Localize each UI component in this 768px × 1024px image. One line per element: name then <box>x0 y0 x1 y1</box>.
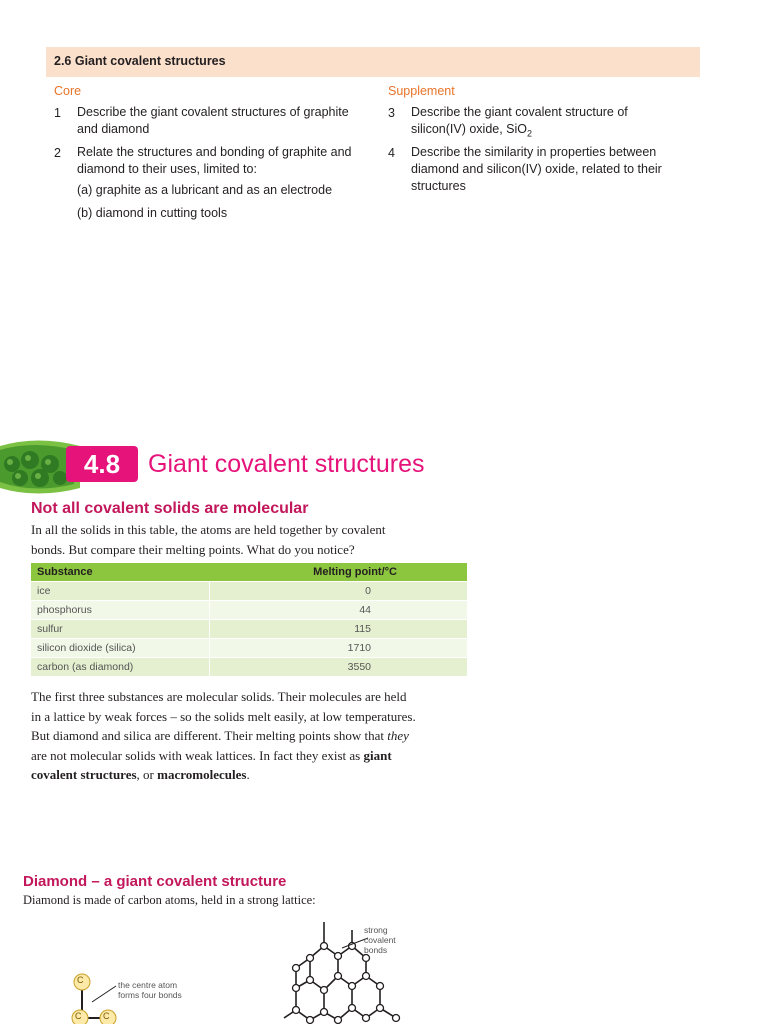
table-row: silicon dioxide (silica) 1710 <box>31 639 467 658</box>
section-heading: Not all covalent solids are molecular <box>31 500 309 517</box>
table-header-substance: Substance <box>31 563 210 582</box>
table-row: ice 0 <box>31 582 467 601</box>
core-item-num: 2 <box>54 146 61 160</box>
paragraph-molecular: The first three substances are molecular solids. Their molecules are held in a lattice by weak forces – so the solids melt easily, at low temperatures. <box>31 689 416 724</box>
supp-item-4: Describe the similarity in properties between diamond and silicon(IV) oxide, related to their structures <box>411 145 662 193</box>
strong-bonds-label: strong covalent bonds <box>364 925 396 955</box>
core-item-1: Describe the giant covalent structures of graphite and diamond <box>77 105 349 136</box>
table-row: sulfur 115 <box>31 620 467 639</box>
diamond-heading: Diamond – a giant covalent structure <box>23 873 287 890</box>
intro-paragraph: In all the solids in this table, the atoms are held together by covalent bonds. But compare their melting points. What do you notice? <box>31 522 386 557</box>
paragraph-giant: But diamond and silica are different. Their melting points show that they are not molecular solids with weak lattices. In fact they exist as giant covalent structures, or macromolecules. <box>31 728 409 782</box>
supplement-heading: Supplement <box>388 84 455 98</box>
core-item-num: 1 <box>54 106 61 120</box>
sub-item-b: (b) diamond in cutting tools <box>77 206 228 220</box>
atom-label: C <box>77 975 84 985</box>
supp-item-3: Describe the giant covalent structure of silicon(IV) oxide, SiO$_2$ <box>411 105 628 139</box>
atom-label: C <box>75 1011 82 1021</box>
table-row: phosphorus 44 <box>31 601 467 620</box>
sub-item-a: (a) graphite as a lubricant and as an electrode <box>77 183 333 197</box>
core-item-2: Relate the structures and bonding of graphite and diamond to their uses, limited to: <box>77 145 352 176</box>
diamond-intro: Diamond is made of carbon atoms, held in a strong lattice: <box>23 893 316 907</box>
pointer-line <box>90 982 120 1004</box>
centre-atom-label: the centre atom forms four bonds <box>118 980 182 1000</box>
table-row: carbon (as diamond) 3550 <box>31 658 467 677</box>
table-header-melting: Melting point/°C <box>210 563 467 582</box>
supp-item-num: 4 <box>388 146 395 160</box>
melting-point-table <box>31 563 467 676</box>
chapter-title: Giant covalent structures <box>148 450 425 478</box>
syllabus-title: 2.6 Giant covalent structures <box>54 54 226 68</box>
atom-label: C <box>103 1011 110 1021</box>
core-heading: Core <box>54 84 82 98</box>
supp-item-num: 3 <box>388 106 395 120</box>
chapter-number-badge: 4.8 <box>66 446 138 482</box>
